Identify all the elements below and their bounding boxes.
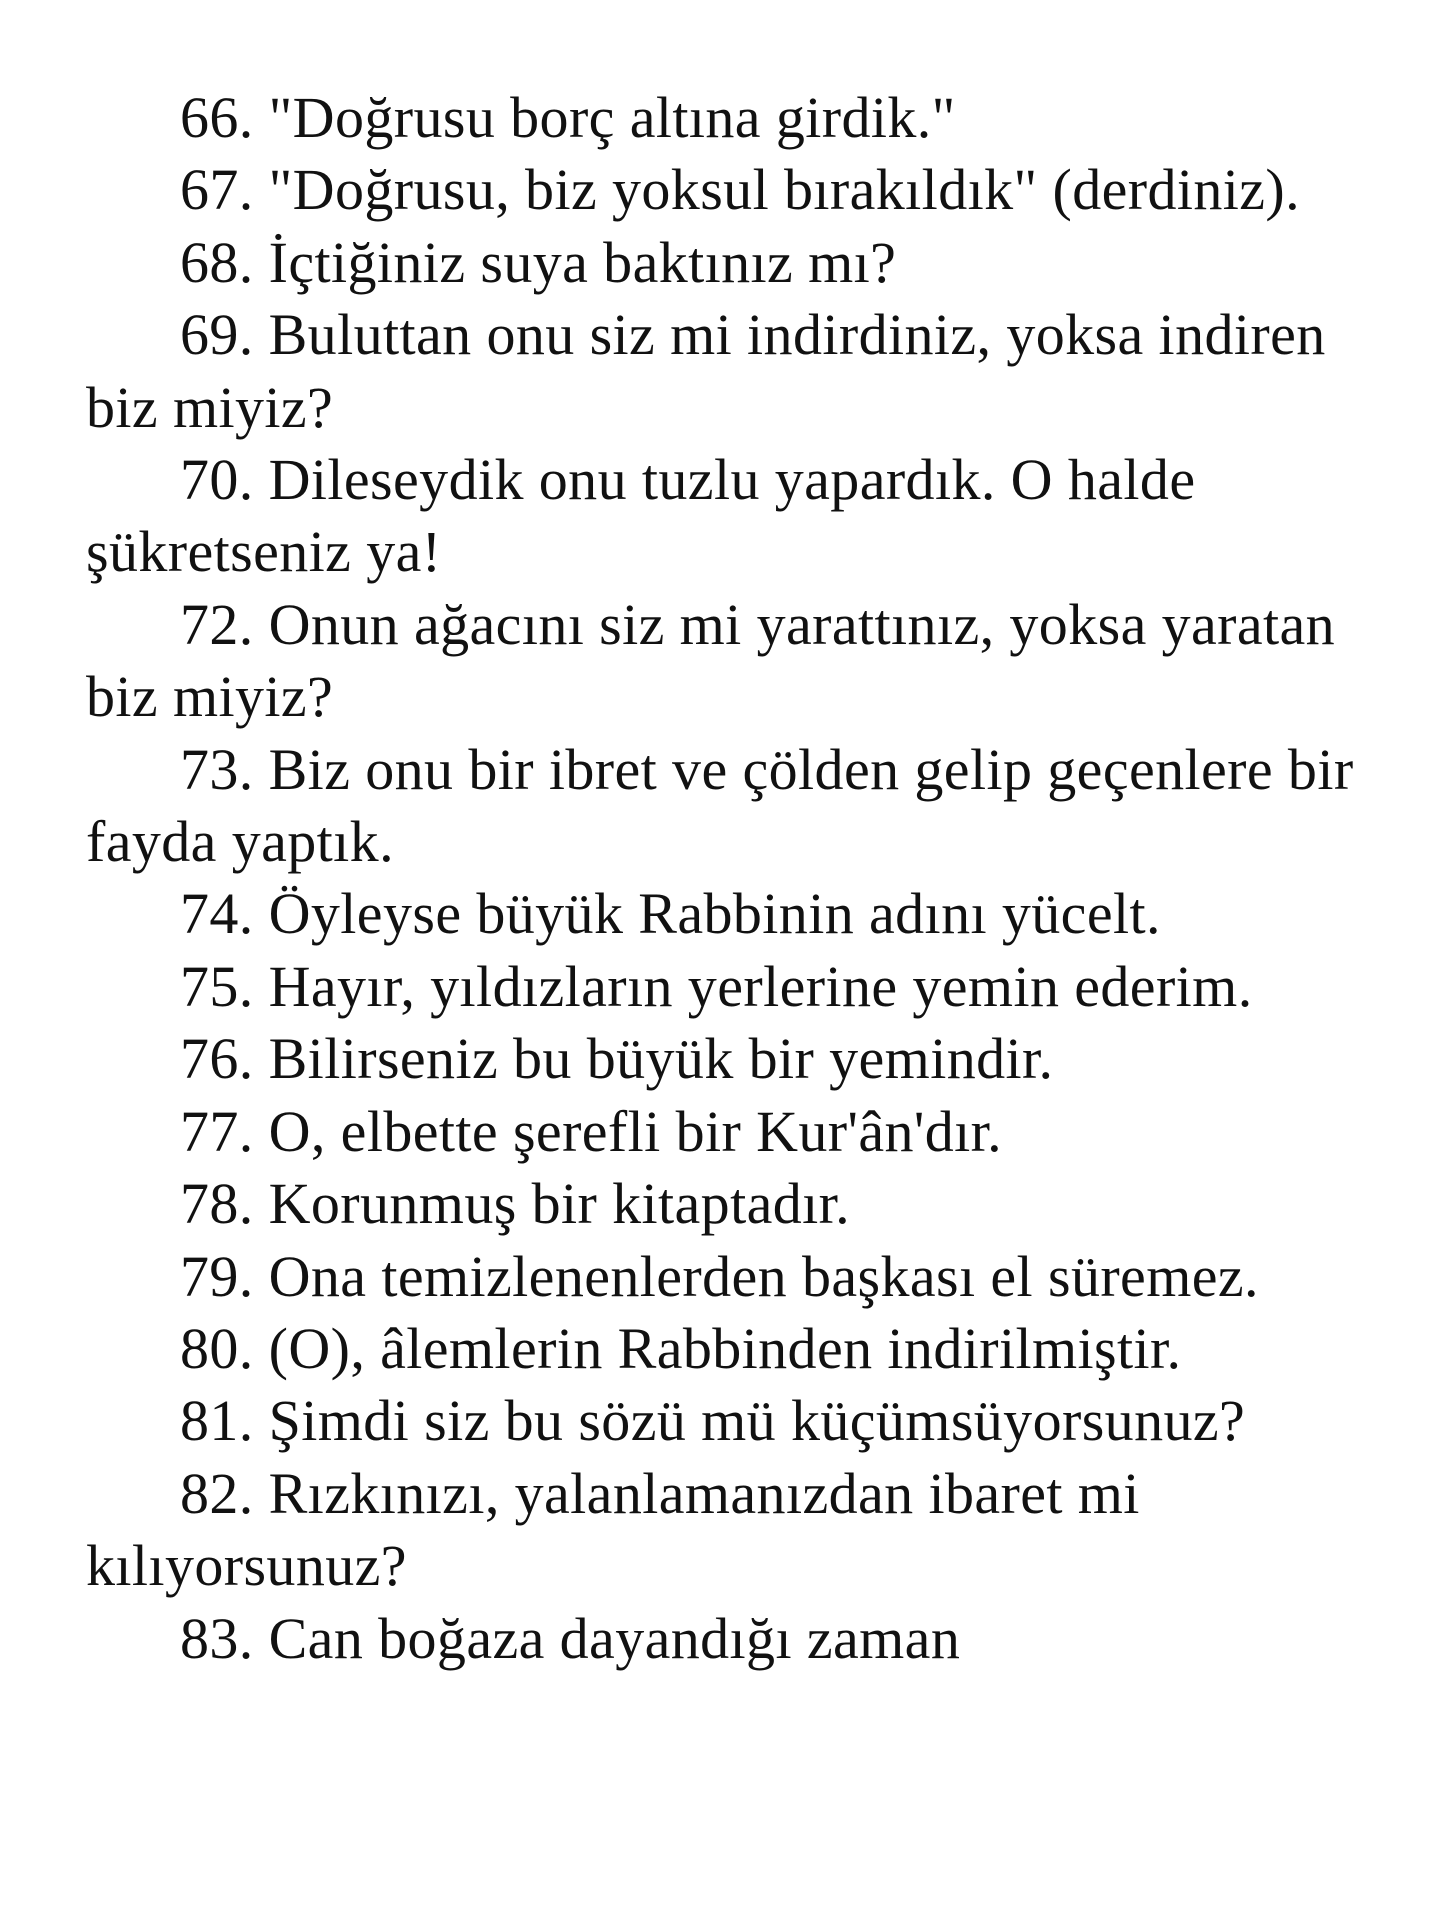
verse-83: 83. Can boğaza dayandığı zaman [180,1605,961,1671]
verse-text-block [86,82,1396,1675]
verse-76: 76. Bilirseniz bu büyük bir yemindir. [180,1026,1054,1092]
verse-78: 78. Korunmuş bir kitaptadır. [180,1171,851,1237]
verse-81: 81. Şimdi siz bu sözü mü küçümsüyorsunuz? [180,1388,1246,1454]
verse-73: 73. Biz onu bir ibret ve çölden gelip geçenlere bir fayda yaptık. [86,736,1354,875]
verse-70: 70. Dileseydik onu tuzlu yapardık. O halde şükretseniz ya! [86,447,1196,585]
verse-67: 67. "Doğrusu, biz yoksul bırakıldık" (derdiniz). [180,157,1301,223]
verse-72: 72. Onun ağacını siz mi yarattınız, yoksa yaratan biz miyiz? [86,591,1336,730]
verse-75: 75. Hayır, yıldızların yerlerine yemin ederim. [180,953,1253,1019]
verse-80: 80. (O), âlemlerin Rabbinden indirilmiştir. [180,1315,1182,1381]
verse-82: 82. Rızkınızı, yalanlamanızdan ibaret mi kılıyorsunuz? [86,1460,1140,1599]
verse-68: 68. İçtiğiniz suya baktınız mı? [180,229,897,295]
verse-69: 69. Buluttan onu siz mi indirdiniz, yoksa indiren biz miyiz? [86,302,1326,440]
verse-74: 74. Öyleyse büyük Rabbinin adını yücelt. [180,881,1161,947]
verse-66: 66. "Doğrusu borç altına girdik." [180,85,956,150]
verse-77: 77. O, elbette şerefli bir Kur'ân'dır. [180,1098,1003,1164]
verse-79: 79. Ona temizlenenlerden başkası el süremez. [180,1243,1259,1309]
